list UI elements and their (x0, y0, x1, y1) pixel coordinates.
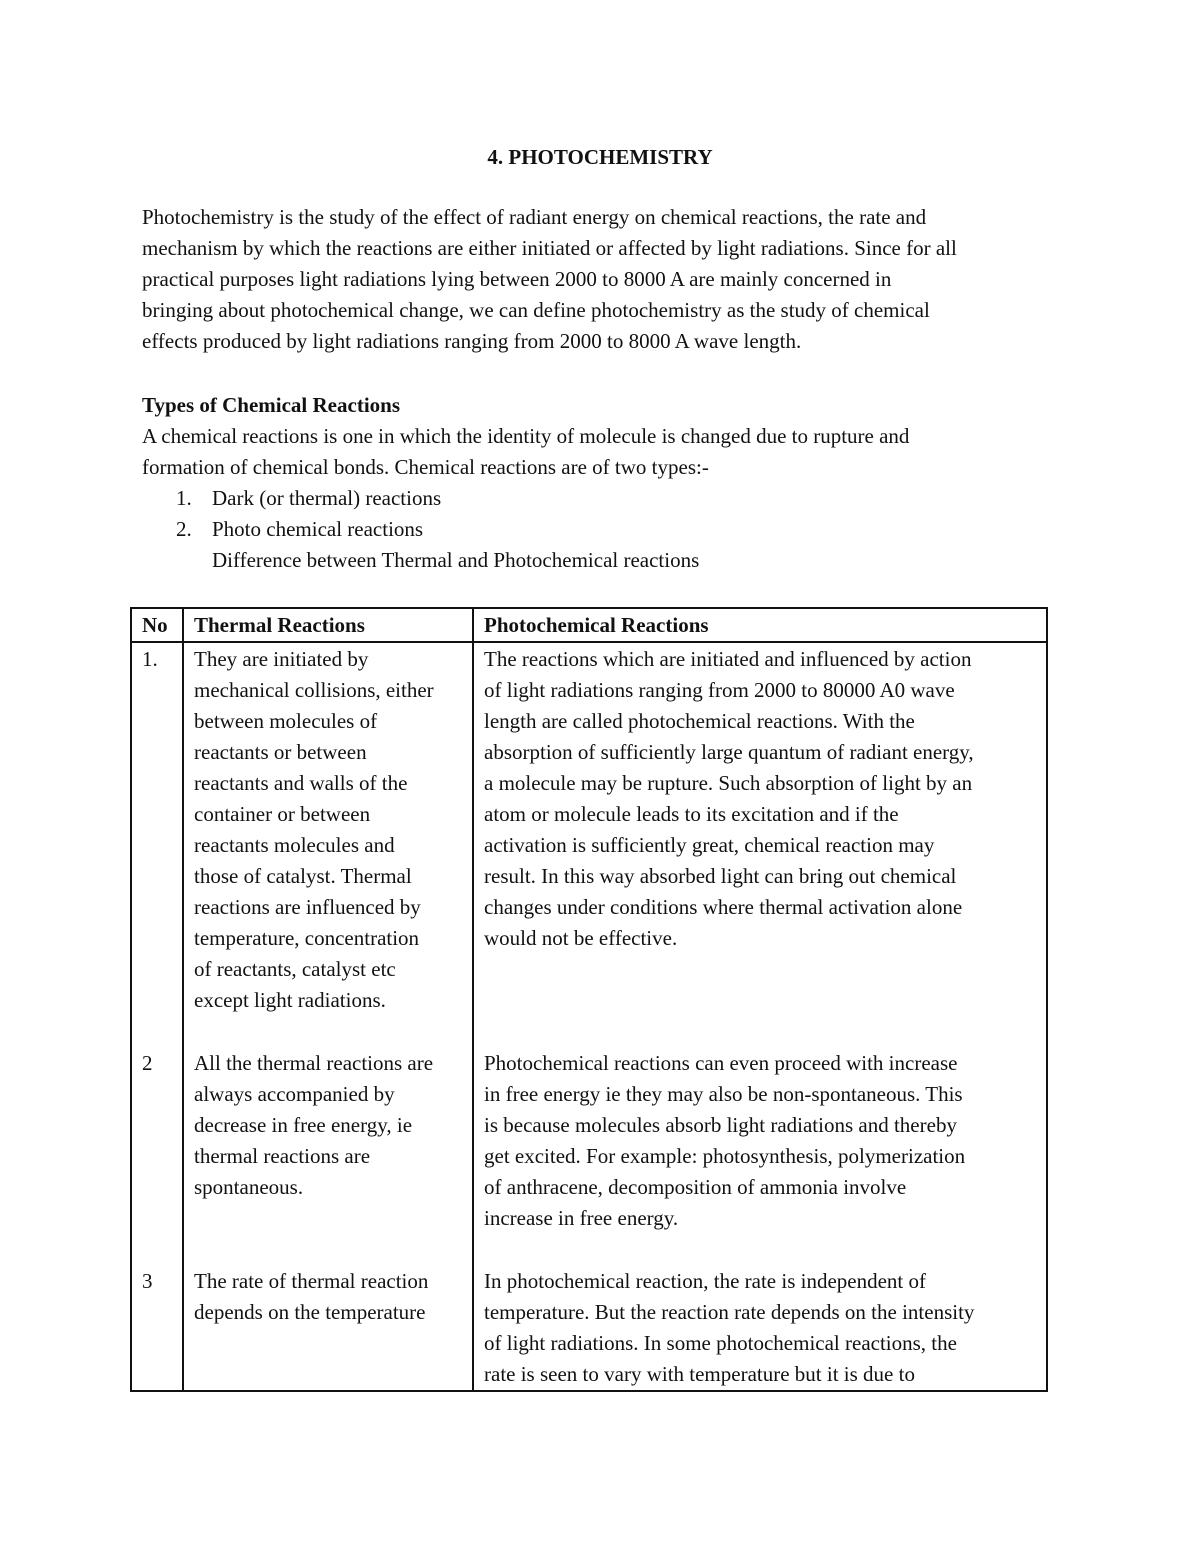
cell-line: those of catalyst. Thermal (194, 864, 412, 888)
table-row (131, 1265, 1047, 1391)
cell-line: In photochemical reaction, the rate is independent of (484, 1269, 926, 1293)
section-heading-types: Types of Chemical Reactions (142, 393, 400, 417)
cell-line: length are called photochemical reactions. With the (484, 709, 915, 733)
cell-line: decrease in free energy, ie (194, 1113, 413, 1137)
cell-line: They are initiated by (194, 647, 369, 671)
row-number: 3 (131, 1265, 183, 1391)
row-spacer (484, 1234, 1036, 1265)
cell-line: Photochemical reactions can even proceed with increase (484, 1051, 958, 1075)
list-item (142, 483, 441, 514)
types-line: formation of chemical bonds. Chemical reactions are of two types:- (142, 455, 709, 479)
header-thermal: Thermal Reactions (183, 608, 473, 642)
table-row (131, 1047, 1047, 1265)
thermal-cell (183, 1047, 473, 1265)
cell-line: atom or molecule leads to its excitation and if the (484, 802, 899, 826)
row-spacer (194, 1016, 462, 1047)
list-item (142, 514, 441, 545)
list-item-number: 1. (176, 486, 192, 510)
list-item-label: Dark (or thermal) reactions (212, 486, 442, 510)
cell-line: increase in free energy. (484, 1206, 679, 1230)
cell-line: reactions are influenced by (194, 895, 421, 919)
cell-line: activation is sufficiently great, chemical reaction may (484, 833, 935, 857)
cell-line: container or between (194, 802, 371, 826)
cell-line: of light radiations ranging from 2000 to 80000 A0 wave (484, 678, 955, 702)
page-title: 4. PHOTOCHEMISTRY (487, 145, 713, 169)
cell-line: mechanical collisions, either (194, 678, 434, 702)
cell-line: changes under conditions where thermal activation alone (484, 895, 963, 919)
difference-caption: Difference between Thermal and Photochemical reactions (212, 548, 700, 572)
reaction-types-list (142, 483, 441, 545)
cell-line: reactants molecules and (194, 833, 395, 857)
thermal-cell (183, 642, 473, 1047)
intro-line: bringing about photochemical change, we can define photochemistry as the study of chemical (142, 298, 930, 322)
cell-line: in free energy ie they may also be non-spontaneous. This (484, 1082, 963, 1106)
cell-line: of reactants, catalyst etc (194, 957, 396, 981)
intro-line: effects produced by light radiations ranging from 2000 to 8000 A wave length. (142, 329, 802, 353)
intro-line: practical purposes light radiations lying between 2000 to 8000 A are mainly concerned in (142, 267, 892, 291)
table-row (131, 642, 1047, 1047)
cell-line: reactants and walls of the (194, 771, 408, 795)
cell-line: The rate of thermal reaction (194, 1269, 429, 1293)
cell-line: reactants or between (194, 740, 367, 764)
comparison-table (130, 607, 1048, 1392)
photochemical-cell (473, 1265, 1047, 1391)
thermal-cell (183, 1265, 473, 1391)
cell-line: temperature, concentration (194, 926, 420, 950)
table-header-row (131, 608, 1047, 642)
cell-line: All the thermal reactions are (194, 1051, 434, 1075)
types-paragraph (142, 421, 1062, 483)
cell-line: always accompanied by (194, 1082, 395, 1106)
cell-line: absorption of sufficiently large quantum of radiant energy, (484, 740, 974, 764)
header-no: No (131, 608, 183, 642)
cell-line: except light radiations. (194, 988, 386, 1012)
photochemical-cell (473, 1047, 1047, 1265)
row-number: 1. (131, 642, 183, 1047)
list-item-label: Photo chemical reactions (212, 517, 424, 541)
cell-line: get excited. For example: photosynthesis, polymerization (484, 1144, 966, 1168)
cell-line: spontaneous. (194, 1175, 304, 1199)
list-item-number: 2. (176, 517, 192, 541)
cell-line: result. In this way absorbed light can bring out chemical (484, 864, 957, 888)
cell-line: The reactions which are initiated and influenced by action (484, 647, 972, 671)
types-line: A chemical reactions is one in which the identity of molecule is changed due to rupture and (142, 424, 910, 448)
cell-line: between molecules of (194, 709, 378, 733)
cell-line: is because molecules absorb light radiations and thereby (484, 1113, 957, 1137)
intro-line: mechanism by which the reactions are either initiated or affected by light radiations. Since for all (142, 236, 957, 260)
header-photochemical: Photochemical Reactions (473, 608, 1047, 642)
cell-line: of light radiations. In some photochemical reactions, the (484, 1331, 957, 1355)
photochemical-cell (473, 642, 1047, 1047)
intro-paragraph (142, 202, 1062, 357)
cell-line: would not be effective. (484, 926, 678, 950)
cell-line: rate is seen to vary with temperature but it is due to (484, 1362, 915, 1386)
cell-line: temperature. But the reaction rate depends on the intensity (484, 1300, 975, 1324)
cell-line: a molecule may be rupture. Such absorption of light by an (484, 771, 973, 795)
cell-line: of anthracene, decomposition of ammonia involve (484, 1175, 907, 1199)
intro-line: Photochemistry is the study of the effect of radiant energy on chemical reactions, the rate and (142, 205, 927, 229)
cell-line: thermal reactions are (194, 1144, 371, 1168)
row-number: 2 (131, 1047, 183, 1265)
cell-line: depends on the temperature (194, 1300, 426, 1324)
